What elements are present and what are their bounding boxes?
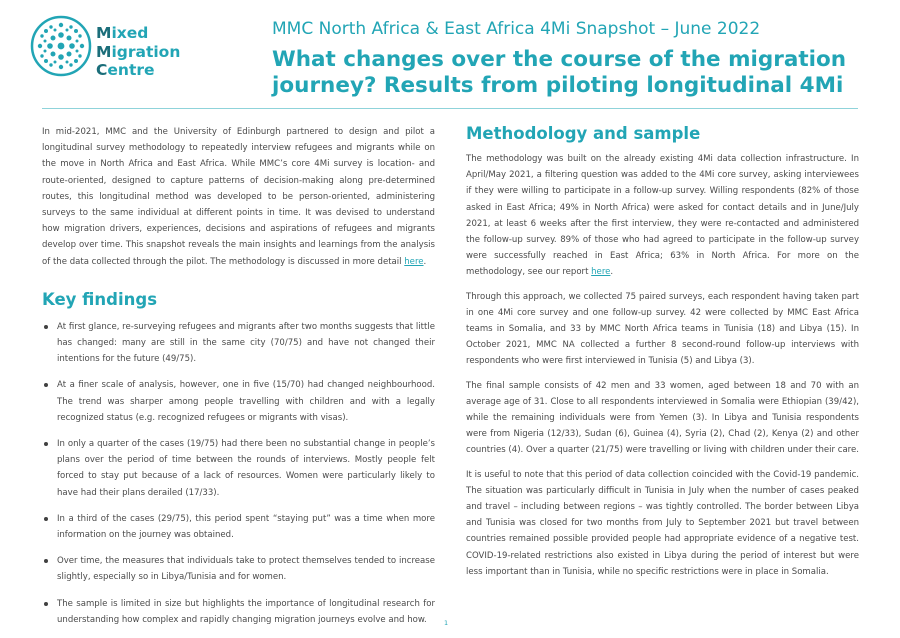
finding-text: In only a quarter of the cases (19/75) had there been no substantial change in people’s plans over the period of time between the rounds of interviews. Mostly people felt forced to stay put because of a lack of resources. Women were particularly likely to have had their plans derailed (17/33). xyxy=(57,439,435,498)
globe-logo-icon xyxy=(30,15,92,77)
report-here-link[interactable]: here xyxy=(591,267,611,278)
right-column xyxy=(466,124,859,588)
logo-letter: M xyxy=(96,24,112,42)
left-column xyxy=(42,124,435,638)
list-item xyxy=(42,377,435,426)
page-number: 1 xyxy=(444,619,449,627)
bullet-icon xyxy=(44,517,48,521)
methodology-heading: Methodology and sample xyxy=(466,124,701,143)
methodology-paragraph-1 xyxy=(466,151,859,281)
list-item xyxy=(42,596,435,628)
bullet-icon xyxy=(44,442,48,446)
mmc-logo xyxy=(30,15,200,85)
intro-paragraph xyxy=(42,124,435,270)
intro-text: In mid-2021, MMC and the University of Edinburgh partnered to design and pilot a longitudinal survey methodology to repeatedly interview refugees and migrants while on the move in North Africa and East Africa. While MMC’s core 4Mi survey is location- and route-oriented, designed to capture patterns of decision-making along pre-determined routes, this longitudinal method was developed to be person-oriented, administering surveys to the same individual at different points in time. It was devised to understand how migration drivers, experiences, decisions and aspirations of refugees and migrants develop over time. This snapshot reveals the main insights and learnings from the analysis of the data collected through the pilot. The methodology is discussed in more detail xyxy=(42,127,435,267)
bullet-icon xyxy=(44,325,48,329)
logo-word: ixed xyxy=(111,24,149,42)
key-findings-heading: Key findings xyxy=(42,289,158,309)
bullet-icon xyxy=(44,559,48,563)
finding-text: In a third of the cases (29/75), this period spent “staying put” was a time when more information on the journey was obtained. xyxy=(57,513,435,541)
finding-text: The sample is limited in size but highlights the importance of longitudinal research for understanding how complex and rapidly changing migration journeys evolve and how. xyxy=(57,598,435,625)
finding-text: At first glance, re-surveying refugees and migrants after two months suggests that little has changed: many are still in the same city (70/75) and have not changed their intentions for the future (49/75). xyxy=(57,321,435,365)
list-item xyxy=(42,553,435,585)
list-item xyxy=(42,319,435,368)
finding-text: Over time, the measures that individuals take to protect themselves tended to increase slightly, especially so in Libya/Tunisia and for women. xyxy=(57,556,435,583)
key-findings-list xyxy=(42,319,435,628)
logo-word: igration xyxy=(111,42,181,61)
finding-text: At a finer scale of analysis, however, one in five (15/70) had changed neighbourhood. The trend was sharper among people travelling with children and with a legally recognized status (e.g. recognized refugees or migrants with visas). xyxy=(57,380,435,423)
intro-end: . xyxy=(423,256,427,267)
intro-here-link[interactable]: here xyxy=(404,256,424,267)
bullet-icon xyxy=(44,602,48,606)
logo-wordmark xyxy=(96,24,180,80)
page-title: What changes over the course of the migration journey? Results from piloting longitudinal 4Mi xyxy=(272,47,847,98)
logo-letter: M xyxy=(96,42,112,61)
bullet-icon xyxy=(44,383,48,387)
snapshot-title: MMC North Africa & East Africa 4Mi Snapshot – June 2022 xyxy=(272,19,761,39)
methodology-paragraph-3: The final sample consists of 42 men and 33 women, aged between 18 and 70 with an average age of 31. Close to all respondents interviewed in Somalia were Ethiopian (39/42), while the remaining individuals were from Yemen (3). In Libya and Tunisia respondents were from Nigeria (12/33), Sudan (6), Guinea (4), Syria (2), Chad (2), Kenya (2) and other countries (4). Over a quarter (21/75) were travelling or living with children under their care. xyxy=(466,380,859,456)
list-item xyxy=(42,436,435,501)
logo-letter: C xyxy=(96,61,108,79)
methodology-text: The methodology was built on the already existing 4Mi data collection infrastructure. In April/May 2021, a filtering question was added to the 4Mi core survey, asking interviewees if they were willing to participate in a follow-up survey. Willing respondents (82% of those asked in East Africa; 49% in North Africa) were asked for contact details and in June/July 2021, at least 6 weeks after the first interview, they were re-contacted and administered the follow-up survey. 89% of those who had agreed to participate in the follow-up survey were successfully reached in East Africa; 63% in North Africa. For more on the methodology, see our report xyxy=(466,154,859,278)
logo-word: entre xyxy=(107,61,155,79)
methodology-end: . xyxy=(610,267,614,278)
list-item xyxy=(42,511,435,543)
methodology-paragraph-2: Through this approach, we collected 75 paired surveys, each respondent having taken part in one 4Mi core survey and one follow-up survey. 42 were collected by MMC East Africa teams in Somalia, and 33 by MMC North Africa teams in Tunisia (18) and Libya (15). In October 2021, MMC NA collected a further 8 second-round follow-up interviews with respondents who were first interviewed in Tunisia (5) and Libya (3). xyxy=(466,291,859,367)
header-divider xyxy=(42,108,858,109)
methodology-paragraph-4: It is useful to note that this period of data collection coincided with the Covid-19 pandemic. The situation was particularly difficult in Tunisia in July when the number of cases peaked and travel – including between regions – was tightly controlled. The border between Libya and Tunisia was closed for two months from July to September 2021 but travel between countries remained possible provided people had appropriate evidence of a negative test. COVID-19-related restrictions also existed in Libya during the period of interest but were less important than in Tunisia, while no specific restrictions were in place in Somalia. xyxy=(466,469,859,577)
